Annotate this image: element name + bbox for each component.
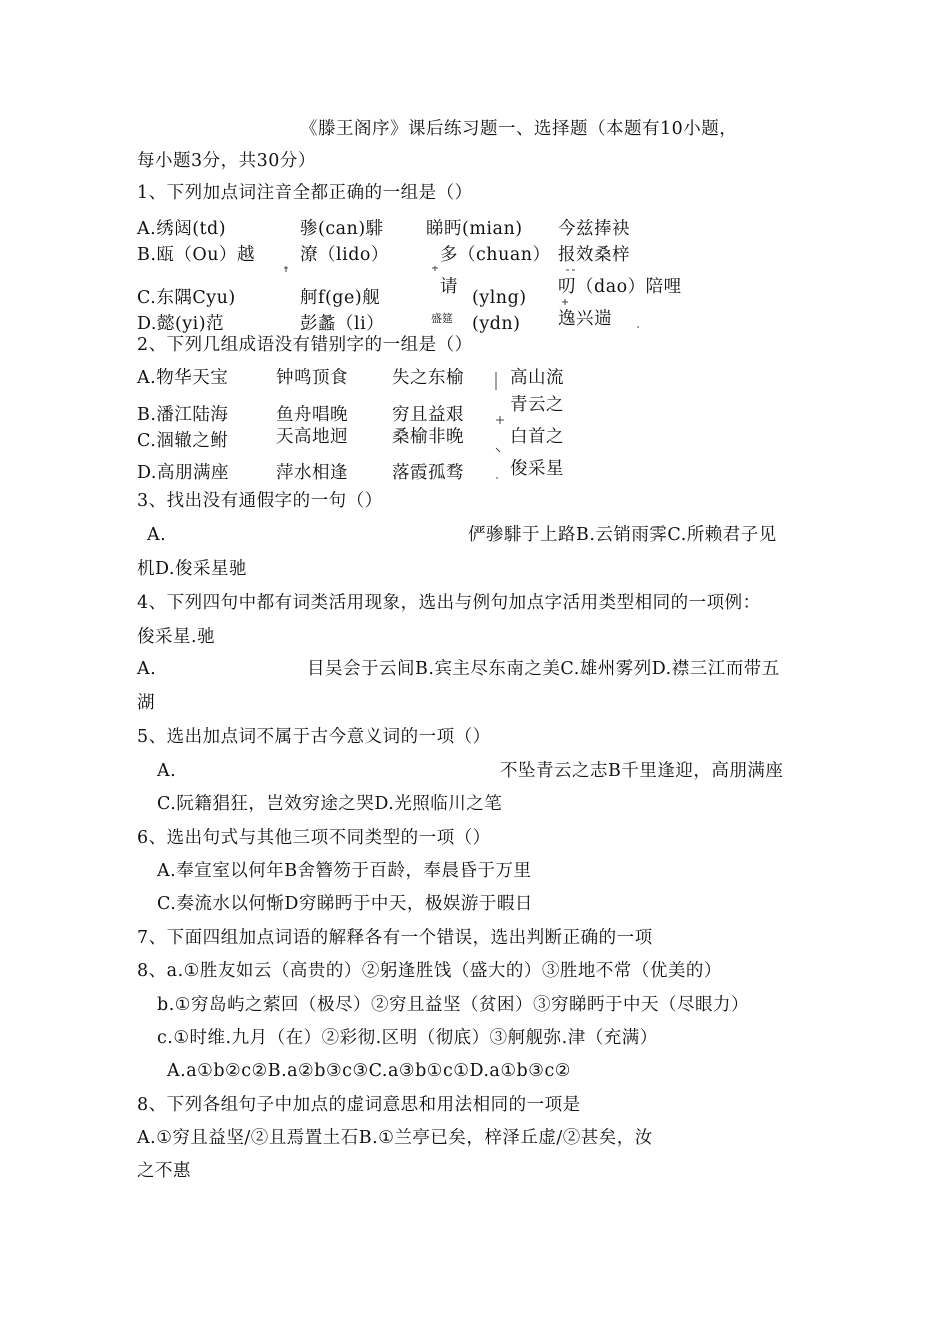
q8-line1: A.①穷且益坚/②且焉置土石B.①兰亭已矣，梓泽丘虚/②甚矣，汝: [137, 1128, 653, 1148]
q8-stem: 8、下列各组句子中加点的虚词意思和用法相同的一项是: [137, 1095, 581, 1115]
doc-title: 《滕王阁序》课后练习题一、选择题（本题有10小题，: [300, 119, 738, 139]
q1-b-1: B.瓯（Ou）越: [137, 245, 256, 265]
q1-c-2: 舸f(ge)舰: [300, 288, 381, 308]
q1-a-3: 睇眄(mian): [426, 219, 523, 239]
q5-line1: 不坠青云之志B千里逢迎，高朋满座: [500, 761, 784, 781]
q6-stem: 6、选出句式与其他三项不同类型的一项（）: [137, 828, 491, 848]
q2-d-1: D.高朋满座: [137, 463, 229, 483]
q1-b-4: 报效桑梓: [558, 245, 630, 265]
q2-b-4: 青云之: [510, 395, 564, 415]
q3-line2: 机D.俊采星驰: [137, 559, 247, 579]
section-instruction: 每小题3分，共30分）: [137, 151, 316, 171]
q2-a-1: A.物华天宝: [137, 368, 229, 388]
q1-c-1: C.东隅Cyu): [137, 288, 236, 308]
q4-example: 俊采星.驰: [137, 627, 216, 647]
q2-d-4: 俊采星: [510, 459, 564, 479]
q7-group-b: b.①穷岛屿之萦回（极尽）②穷且益坚（贫困）③穷睇眄于中天（尽眼力）: [157, 995, 749, 1015]
q8-line2: 之不惠: [137, 1161, 191, 1181]
q1-stray-shengyan: 盛筵: [431, 312, 453, 325]
q2-stem: 2、下列几组成语没有错别字的一组是（）: [137, 335, 473, 355]
artifact-mark-6: [496, 448, 500, 452]
q4-opt-a: A.: [137, 659, 157, 679]
q1-b-2: 潦（lido）: [300, 245, 389, 265]
q2-c-2: 天高地迥: [276, 427, 348, 447]
q1-stray-qing: 请: [440, 277, 458, 297]
q5-opt-a: A.: [157, 761, 177, 781]
q3-opt-a: A.: [147, 525, 167, 545]
q6-line1: A.奉宣室以何年B舍簪笏于百龄，奉晨昏于万里: [157, 861, 532, 881]
q5-stem: 5、选出加点词不属于古今意义词的一项（）: [137, 727, 491, 747]
q1-b-3: 多（chuan）: [440, 245, 551, 265]
q4-stem: 4、下列四句中都有词类活用现象，选出与例句加点字活用类型相同的一项例：: [137, 593, 761, 613]
q5-line2: C.阮籍猖狂，岂效穷途之哭D.光照临川之笔: [157, 794, 503, 814]
q7-group-a: 8、a.①胜友如云（高贵的）②躬逢胜饯（盛大的）③胜地不常（优美的）: [137, 961, 722, 981]
artifact-mark-10: [562, 299, 568, 305]
artifact-mark-1: [284, 266, 288, 272]
q1-c-4: 叨（dao）陪哩: [558, 277, 682, 297]
q2-d-3: 落霞孤骛: [392, 463, 464, 483]
q7-group-c: c.①时维.九月（在）②彩彻.区明（彻底）③舸舰弥.津（充满）: [157, 1028, 658, 1048]
q2-b-3: 穷且益艰: [392, 405, 464, 425]
q2-c-3: 桑榆非晚: [392, 427, 464, 447]
q2-d-2: 萍水相逢: [276, 463, 348, 483]
artifact-mark-5: [496, 416, 504, 424]
q1-d-1: D.懿(yi)范: [137, 314, 225, 334]
q2-b-2: 鱼舟唱晚: [276, 405, 348, 425]
q1-c-3: (ylng): [472, 288, 527, 308]
q2-a-4: 高山流: [510, 368, 564, 388]
q2-b-1: B.潘江陆海: [137, 405, 229, 425]
q1-stem: 1、下列加点词注音全都正确的一组是（）: [137, 183, 473, 203]
q1-a-1: A.绣闼(td): [137, 219, 227, 239]
q3-line1: 俨骖騑于上路B.云销雨霁C.所赖君子见: [468, 525, 777, 545]
q1-d-4: 逸兴遄: [558, 309, 612, 329]
q4-line2: 湖: [137, 693, 155, 713]
q1-d-2: 彭蠡（li）: [300, 314, 385, 334]
q4-line1: 目吴会于云间B.宾主尽东南之美C.雄州雾列D.襟三江而带五: [307, 659, 780, 679]
q1-a-4: 今兹捧袂: [558, 219, 630, 239]
artifact-mark-2: [432, 266, 438, 271]
q3-stem: 3、找出没有通假字的一句（）: [137, 491, 383, 511]
q2-a-2: 钟鸣顶食: [276, 368, 348, 388]
q1-d-3: (ydn): [472, 314, 521, 334]
q2-c-1: C.涸辙之鲋: [137, 431, 229, 451]
q2-c-4: 白首之: [510, 427, 564, 447]
q7-options: A.a①b②c②B.a②b③c③C.a③b①c①D.a①b③c②: [167, 1061, 571, 1081]
q1-a-2: 骖(can)騑: [300, 219, 384, 239]
q7-stem: 7、下面四组加点词语的解释各有一个错误，选出判断正确的一项: [137, 928, 653, 948]
q6-line2: C.奏流水以何惭D穷睇眄于中天，极娱游于暇日: [157, 894, 533, 914]
q2-a-3: 失之东榆: [392, 368, 464, 388]
